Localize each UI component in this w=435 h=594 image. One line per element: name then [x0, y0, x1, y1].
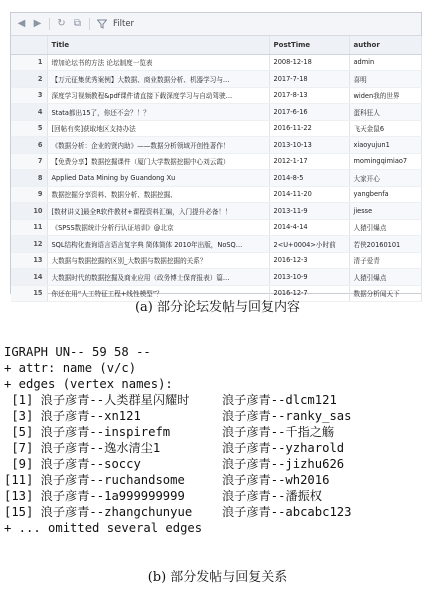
edge-entry: 浪子彦青--jizhu626 [222, 457, 345, 471]
forward-icon[interactable]: ▶ [33, 18, 42, 29]
back-icon[interactable]: ◀ [17, 18, 26, 29]
cell-title: 【万元征集优秀案例】大数据、商业数据分析、机器学习与… [47, 71, 269, 88]
cell-posttime: 2<U+0004>小时前 [269, 236, 349, 253]
edge-line [4, 456, 432, 472]
row-index: 6 [11, 137, 47, 154]
cell-title: 数据挖掘分享资料、数据分析、数据挖掘、 [47, 186, 269, 203]
toolbar-divider [89, 18, 90, 30]
edge-line [4, 392, 432, 408]
cell-author: 人猿引爆点 [349, 269, 421, 286]
cell-posttime: 2014-4-14 [269, 219, 349, 236]
table-row[interactable] [11, 252, 421, 269]
cell-posttime: 2017-7-18 [269, 71, 349, 88]
table-row[interactable] [11, 120, 421, 137]
edge-entry: [3] 浪子彦青--xn121 [4, 409, 141, 423]
table-row[interactable] [11, 153, 421, 170]
cell-author: 清子爱青 [349, 252, 421, 269]
edge-line [4, 408, 432, 424]
copy-icon[interactable]: ⧉ [73, 18, 82, 29]
cell-posttime: 2014-11-20 [269, 186, 349, 203]
cell-posttime: 2016-12-7 [269, 285, 349, 302]
cell-posttime: 2014-8-5 [269, 170, 349, 187]
cell-title: SQL结构化查询语言语言复字典 简体简体 2010年出版，NoSQ… [47, 236, 269, 253]
edge-entry: [13] 浪子彦青--1a999999999 [4, 489, 185, 503]
igraph-console-output [4, 344, 432, 536]
cell-author: yangbenfa [349, 186, 421, 203]
cell-title: 【免费分享】数据挖掘课件（厦门大学数据挖掘中心刘云霞） [47, 153, 269, 170]
toolbar-divider [49, 18, 50, 30]
header-index[interactable] [11, 36, 47, 54]
edge-entry: 浪子彦青--ranky_sas [222, 409, 352, 423]
attr-line: + attr: name (v/c) [4, 361, 137, 375]
igraph-header: IGRAPH UN-- 59 58 -- [4, 345, 151, 359]
row-index: 9 [11, 186, 47, 203]
edge-line [4, 488, 432, 504]
omitted-line: + ... omitted several edges [4, 521, 203, 535]
row-index: 4 [11, 104, 47, 121]
cell-posttime: 2013-10-9 [269, 269, 349, 286]
row-index: 1 [11, 54, 47, 71]
cell-title: [数材讲义]最全R软件教材+课程资料汇编，入门提升必备！！ [47, 203, 269, 220]
cell-title: 《数据分析：企业的贤内助》——数据分析领域开创性著作！ [47, 137, 269, 154]
table-row[interactable] [11, 236, 421, 253]
edge-entry: [11] 浪子彦青--ruchandsome [4, 473, 185, 487]
edge-line [4, 472, 432, 488]
cell-author: 飞天金鼠6 [349, 120, 421, 137]
cell-author: widen我的世界 [349, 87, 421, 104]
row-index: 5 [11, 120, 47, 137]
cell-posttime: 2013-10-13 [269, 137, 349, 154]
row-index: 7 [11, 153, 47, 170]
cell-posttime: 2017-6-16 [269, 104, 349, 121]
table-row[interactable] [11, 219, 421, 236]
table-header-row [11, 36, 421, 54]
cell-author: 喜明 [349, 71, 421, 88]
table-row[interactable] [11, 137, 421, 154]
header-title[interactable]: Title [47, 36, 269, 54]
cell-title: 增加论坛书的方法 论坛制度一览表 [47, 54, 269, 71]
edge-entry: 浪子彦青--abcabc123 [222, 505, 352, 519]
cell-title: Applied Data Mining by Guandong Xu [47, 170, 269, 187]
table-row[interactable] [11, 170, 421, 187]
edge-line [4, 504, 432, 520]
cell-author: jiesse [349, 203, 421, 220]
data-viewer-panel [10, 12, 422, 299]
cell-posttime: 2016-12-3 [269, 252, 349, 269]
posts-table [11, 36, 422, 302]
edge-line [4, 440, 432, 456]
edges-label: + edges (vertex names): [4, 377, 173, 391]
edge-line [4, 424, 432, 440]
cell-title: 《SPSS数据统计分析行认证培训》@北京 [47, 219, 269, 236]
edge-entry: [9] 浪子彦青--soccy [4, 457, 141, 471]
table-row[interactable] [11, 54, 421, 71]
cell-title: 你还在用“人工特征工程+线性模型”？ [47, 285, 269, 302]
viewer-toolbar [11, 13, 421, 36]
cell-title: 大数据与数据挖掘的区别_大数据与数据挖掘的关系？ [47, 252, 269, 269]
cell-posttime: 2008-12-18 [269, 54, 349, 71]
edge-entry: [5] 浪子彦青--inspirefm [4, 425, 171, 439]
table-row[interactable] [11, 203, 421, 220]
cell-author: xiaoyujun1 [349, 137, 421, 154]
filter-button[interactable]: Filter [113, 19, 135, 29]
edge-entry: [1] 浪子彦青--人类群星闪耀时 [4, 393, 190, 407]
row-index: 12 [11, 236, 47, 253]
cell-author: 蛋科狂人 [349, 104, 421, 121]
edge-entry: [15] 浪子彦青--zhangchunyue [4, 505, 193, 519]
header-author[interactable]: author [349, 36, 421, 54]
header-posttime[interactable]: PostTime [269, 36, 349, 54]
row-index: 2 [11, 71, 47, 88]
edge-entry: 浪子彦青--wh2016 [222, 473, 330, 487]
cell-title: Stata都出15了，你还不会？！？ [47, 104, 269, 121]
cell-author: 数据分析闻天下 [349, 285, 421, 302]
cell-posttime: 2017-8-13 [269, 87, 349, 104]
cell-posttime: 2016-11-22 [269, 120, 349, 137]
refresh-icon[interactable]: ↻ [57, 18, 66, 29]
row-index: 15 [11, 285, 47, 302]
cell-author: 若侠20160101 [349, 236, 421, 253]
row-index: 11 [11, 219, 47, 236]
cell-posttime: 2013-11-9 [269, 203, 349, 220]
table-row[interactable] [11, 186, 421, 203]
table-row[interactable] [11, 87, 421, 104]
funnel-icon[interactable] [95, 18, 108, 31]
edge-entry: 浪子彦青--yzharold [222, 441, 345, 455]
cell-title: 大数据时代的数据挖掘及商业应用（政务博士保育报表）篇… [47, 269, 269, 286]
row-index: 8 [11, 170, 47, 187]
table-row[interactable] [11, 71, 421, 88]
edge-entry: 浪子彦青--dlcm121 [222, 393, 337, 407]
cell-title: 深度学习视频教程&pdf课件请直接下载深度学习与自动驾驶… [47, 87, 269, 104]
cell-author: 大家开心 [349, 170, 421, 187]
row-index: 10 [11, 203, 47, 220]
edge-entry: 浪子彦青--千指之觞 [222, 425, 335, 439]
cell-posttime: 2012-1-17 [269, 153, 349, 170]
table-row[interactable] [11, 104, 421, 121]
caption-a: (a) 部分论坛发帖与回复内容 [134, 300, 301, 315]
table-row[interactable] [11, 269, 421, 286]
edge-entry: [7] 浪子彦青--逸水清尘1 [4, 441, 161, 455]
row-index: 14 [11, 269, 47, 286]
edge-entry: 浪子彦青--潘振权 [222, 489, 322, 503]
cell-author: 人猿引爆点 [349, 219, 421, 236]
cell-author: admin [349, 54, 421, 71]
cell-title: [回帖有奖]获取地区支持办法 [47, 120, 269, 137]
row-index: 13 [11, 252, 47, 269]
caption-b: (b) 部分发帖与回复关系 [147, 570, 288, 585]
cell-author: momingqimiao7 [349, 153, 421, 170]
row-index: 3 [11, 87, 47, 104]
